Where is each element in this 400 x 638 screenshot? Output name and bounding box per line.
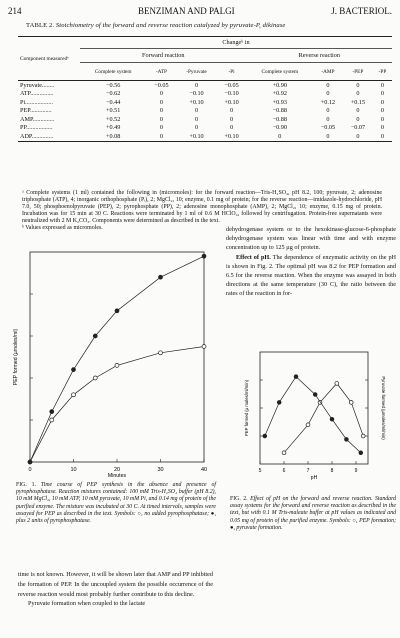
table-cell: +0.90 <box>272 81 287 89</box>
table-cell: 0 <box>356 107 360 115</box>
table-row <box>18 90 392 99</box>
column-header: -PEP <box>343 63 373 81</box>
table-row <box>18 98 392 107</box>
data-point <box>72 393 76 397</box>
table-cell: −0.05 <box>320 124 336 132</box>
table-cell: +0.10 <box>189 98 204 106</box>
table-cell: −0.10 <box>224 90 239 98</box>
data-point <box>28 460 32 464</box>
table-cell: −0.44 <box>106 98 121 106</box>
table-row <box>18 107 392 116</box>
data-point <box>159 275 163 279</box>
x-tick-label: 9 <box>354 468 358 474</box>
series-line-pep-formation <box>284 383 363 452</box>
table-cell: 0 <box>159 90 163 98</box>
table-cell: 0 <box>326 115 330 123</box>
table-body <box>18 81 392 142</box>
figure-1-caption <box>16 482 216 525</box>
table-row <box>18 115 392 124</box>
table-cell: −0.10 <box>189 90 204 98</box>
table-cell: +0.52 <box>106 115 121 123</box>
figure-2-label: FIG. 2. <box>230 496 248 502</box>
right-column-text <box>226 225 396 299</box>
table-cell: 0 <box>380 81 384 89</box>
table-row <box>18 132 392 141</box>
x-axis-label: pH <box>310 475 318 481</box>
data-point <box>335 381 339 385</box>
changes-header: Changeᵇ in <box>80 37 392 49</box>
table-cell: −0.88 <box>272 107 287 115</box>
figure-1-caption-text: Time course of PEP synthesis in the absence and presence of pyrophosphatase. Reaction mixtures contained: 100 mM Tris-H₂SO₄ buffer (pH 8.2), 10 mM MgCl₂, 10 mM ATP, 10 mM pyruvate, 10 mM Pi, and 0.14 mg of protein of the purified enzyme. The mixture was incubated at 30 C. At timed intervals, samples were assayed for PEP as described in the text. Symbols: ○, no added pyrophosphatase; ●, plus 2 units of pyrophosphatase. <box>16 482 216 525</box>
table-cell: 0 <box>356 90 360 98</box>
column-header: -ATP <box>146 63 176 81</box>
figure-2-caption <box>230 496 396 532</box>
table-cell: +0.15 <box>350 98 366 106</box>
row-component-name: Pyruvate........ <box>20 81 55 89</box>
data-point <box>202 254 206 258</box>
table-row <box>18 81 392 90</box>
series-line-plus-pyrophosphatase <box>30 256 204 462</box>
table-cell: 0 <box>343 132 373 141</box>
table-cell: 0 <box>380 124 384 132</box>
paragraph: dehydrogenase system or to the hexokinase-glucose-6-phosphate dehydrogenase system was linear with time and with enzyme concentration up to 125 µg of protein. <box>226 226 396 252</box>
forward-reaction-header: Forward reaction <box>80 49 247 63</box>
table-cell: 0 <box>313 132 343 141</box>
footnote-b: ᵇ Values expressed as micromoles. <box>22 224 103 231</box>
table-cell: 0 <box>247 132 313 141</box>
paragraph: time is not known. However, it will be shown later that AMP and PP inhibited the formation of PEP. In the uncoupled system the possible occurrence of the reverse reaction would most probably further contribute to this decline. <box>18 571 213 598</box>
row-component-name: ATP............... <box>20 90 54 98</box>
table-cell: 0 <box>356 81 360 89</box>
data-point <box>115 309 119 313</box>
table-cell: 0 <box>380 98 384 106</box>
table-cell: 0 <box>230 115 234 123</box>
x-tick-label: 40 <box>200 467 208 473</box>
y-axis-label-left: PEP formed (µ moles/ml/min) <box>244 379 249 437</box>
table-cell: −0.05 <box>224 81 239 89</box>
table-cell: 0 <box>159 107 163 115</box>
table-cell: 0 <box>380 115 384 123</box>
table-cell: −0.07 <box>350 124 366 132</box>
stoichiometry-table <box>18 36 392 142</box>
table-cell: 0 <box>373 132 392 141</box>
table-label: TABLE 2. <box>26 22 55 29</box>
data-point <box>93 376 97 380</box>
figure-2-ph-chart <box>228 342 398 487</box>
figure-1-time-course-chart <box>8 210 216 478</box>
data-point <box>93 334 97 338</box>
table-cell: +0.08 <box>80 132 146 141</box>
figure-1-label: FIG. 1. <box>16 482 36 488</box>
table-title: Stoichiometry of the forward and reverse reaction catalyzed by pyruvate-P, dikinase <box>55 22 286 29</box>
table-cell: 0 <box>326 107 330 115</box>
paragraph: Pyruvate formation when coupled to the lactate <box>28 600 146 608</box>
table-cell: +0.92 <box>272 90 287 98</box>
column-header: -Pyruvate <box>176 63 216 81</box>
data-point <box>202 345 206 349</box>
column-header: -PP <box>373 63 392 81</box>
x-tick-label: 6 <box>282 468 286 474</box>
page-number: 214 <box>8 6 22 16</box>
table-cell: +0.49 <box>106 124 121 132</box>
data-point <box>345 437 349 441</box>
table-cell: 0 <box>230 124 234 132</box>
table-cell: 0 <box>159 98 163 106</box>
table-cell: −0.56 <box>106 81 121 89</box>
data-point <box>282 451 286 455</box>
table-cell: 0 <box>159 115 163 123</box>
table-cell: 0 <box>356 115 360 123</box>
table-caption <box>26 22 285 29</box>
figure-2-caption-text: Effect of pH on the forward and reverse reaction. Standard assay systems for the forward and reverse reaction as described in the text, but with 0.1 M Tris-maleate buffer at pH values as indicated and 0.05 mg of protein of the purified enzyme. Symbols: ○, PEP formation; ●, pyruvate formation. <box>230 496 397 531</box>
table-cell: +0.93 <box>272 98 287 106</box>
plot-frame <box>30 252 204 462</box>
table-cell: +0.10 <box>217 132 247 141</box>
table-cell: 0 <box>194 107 199 115</box>
table-cell: 0 <box>159 124 163 132</box>
reverse-reaction-header: Reverse reaction <box>247 49 392 63</box>
table-cell: −0.90 <box>272 124 287 132</box>
x-tick-label: 30 <box>157 467 164 473</box>
x-tick-label: 10 <box>70 467 77 473</box>
data-point <box>361 434 365 438</box>
row-component-name: AMP.............. <box>20 115 55 123</box>
data-point <box>50 418 54 422</box>
table-cell: 0 <box>326 81 330 89</box>
table-cell: +0.10 <box>224 98 239 106</box>
column-header: -AMP <box>313 63 343 81</box>
table-cell: 0 <box>326 90 330 98</box>
x-axis-label: Minutes <box>107 473 127 478</box>
plot-frame <box>260 352 368 464</box>
table-cell: 0 <box>146 132 176 141</box>
paragraph-text: The dependence of enzymatic activity on the pH is shown in Fig. 2. The optimal pH was 8.2 for PEP formation and 6.5 for the reverse reaction. When the enzyme was assayed in both directions at the same temperature (30 C), the ratio between the rates of the reaction in for- <box>226 253 397 298</box>
table-cell: −0.62 <box>106 90 121 98</box>
x-tick-label: 5 <box>258 468 262 474</box>
paragraph <box>226 253 396 299</box>
table-cell: 0 <box>230 107 234 115</box>
table-cell: +0.10 <box>176 132 216 141</box>
data-point <box>330 417 334 421</box>
table-cell: 0 <box>194 115 199 123</box>
column-header: Complete system <box>80 63 146 81</box>
table-cell: +0.51 <box>106 107 121 115</box>
x-tick-label: 7 <box>306 468 310 474</box>
table-row <box>18 124 392 133</box>
x-tick-label: 0 <box>28 467 32 473</box>
data-point <box>159 351 163 355</box>
table-cell: 0 <box>380 90 384 98</box>
y-axis-label: PEP formed (µmoles/ml) <box>13 328 19 386</box>
row-component-name: PP................. <box>20 124 53 132</box>
column-header: -Pi <box>217 63 247 81</box>
row-component-name: ADP.............. <box>18 132 80 141</box>
running-header <box>8 6 392 18</box>
y-axis-label-right: Pyruvate formed (µmoles/ml/min) <box>381 376 386 440</box>
data-point <box>277 401 281 405</box>
row-component-name: PEP.............. <box>20 107 52 115</box>
journal-name: J. BACTERIOL. <box>331 6 392 16</box>
data-point <box>263 434 267 438</box>
table-cell: 0 <box>380 107 384 115</box>
data-point <box>294 375 298 379</box>
data-point <box>306 423 310 427</box>
data-point <box>115 363 119 367</box>
data-point <box>349 401 353 405</box>
running-authors: BENZIMAN AND PALGI <box>138 6 235 16</box>
footnote-a: ᵃ Complete systems (1 ml) contained the following in (micromoles): for the forward reaction—Tris-H₂SO₄, pH 8.2, 100; pyruvate, 2; adenosine triphosphate (ATP), 4; inorganic orthophosphate (Pᵢ), 2; MgCl₂, 10; enzyme, 0.1 mg of protein; for the reverse reaction—imidazole-hydrochloride, pH 7.0, 50; phosphoenolpyruvate (PEP), 2; pyrophosphate (PP), 2; adenosine monophosphate (AMP), 2; MgCl₂, 10; enzyme, 0.15 mg of protein. Incubation was for 15 min at 30 C. Reactions were terminated by 1 ml of 0.6 M HClO₄, followed by centrifugation. Protein-free supernatants were neutralized with 2 M K₂CO₃. Components were determined as described in the text. <box>22 190 382 224</box>
data-point <box>50 410 54 414</box>
data-point <box>72 368 76 372</box>
column-header-component: Component measuredᵇ <box>18 37 80 81</box>
row-component-name: Pi.................. <box>20 98 54 106</box>
x-tick-label: 20 <box>113 467 121 473</box>
table-cell: 0 <box>194 124 199 132</box>
data-point <box>359 451 363 455</box>
x-tick-label: 8 <box>330 468 334 474</box>
table-cell: −0.88 <box>272 115 287 123</box>
table-cell: +0.12 <box>320 98 336 106</box>
data-point <box>313 393 317 397</box>
column-header: Complete system <box>247 63 313 81</box>
bottom-left-text <box>18 570 213 609</box>
table-cell: −0.05 <box>154 81 169 89</box>
table-cell: 0 <box>194 81 199 89</box>
section-lead: Effect of pH. <box>236 253 271 261</box>
